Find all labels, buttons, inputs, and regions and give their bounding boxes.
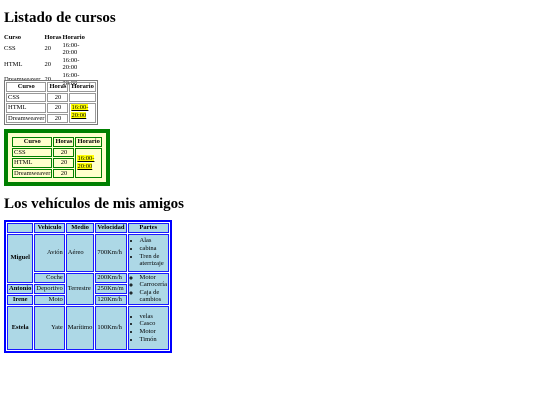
heading-vehiculos: Los vehículos de mis amigos <box>4 196 185 212</box>
cell-curso: Dreamweaver <box>14 169 51 177</box>
cell-vehiculo: Coche <box>34 273 64 283</box>
header-horario: Horario <box>77 138 100 145</box>
table-header-row <box>12 137 102 147</box>
owner-estela: Estela <box>7 306 33 350</box>
vehicles-table <box>4 220 172 353</box>
list-item: • Timón <box>140 336 167 344</box>
cell-horas: 20 <box>44 75 51 83</box>
cell-horas: 20 <box>53 148 74 158</box>
header-empty <box>7 223 33 233</box>
header-medio: Medio <box>66 223 95 233</box>
cell-curso: CSS <box>12 148 52 158</box>
cell-horario: 16:00-20:00 <box>62 41 80 57</box>
parts-list <box>130 274 167 304</box>
parts-list <box>130 237 167 267</box>
cell-velocidad: 100Km/h <box>95 306 126 350</box>
table-row <box>12 148 102 158</box>
list-item: • Alas <box>140 237 167 245</box>
table-row <box>6 103 96 113</box>
cell-curso: Dreamweaver <box>8 114 45 122</box>
courses-table-framed <box>11 136 103 179</box>
table-header-row <box>4 34 86 42</box>
list-item: • velas <box>140 313 167 321</box>
list-item: • cabina <box>140 245 167 253</box>
header-velocidad: Velocidad <box>97 224 125 231</box>
list-item: ◦ Carrocería <box>140 281 167 289</box>
cell-horas: 20 <box>44 60 51 68</box>
cell-horario: 16:00-20:00 <box>62 71 80 87</box>
table-row <box>7 234 169 272</box>
header-horas: Horas <box>49 83 67 90</box>
courses-table-bordered <box>4 80 98 125</box>
owner-miguel: Miguel <box>7 234 33 283</box>
cell-horas: 20 <box>47 93 68 103</box>
table-row <box>4 42 86 57</box>
cell-horas: 20 <box>53 169 74 179</box>
owner-antonio: Antonio <box>9 284 32 292</box>
horario-highlight: 16:00-20:00 <box>71 104 89 119</box>
cell-partes <box>128 234 169 272</box>
header-horario: Horario <box>71 83 94 90</box>
cell-curso: HTML <box>6 103 46 113</box>
list-item: • Tren de aterrizaje <box>140 253 167 268</box>
cell-velocidad: 120Km/h <box>95 295 126 305</box>
parts-list <box>130 313 167 343</box>
table-header-row <box>6 82 96 92</box>
list-item: • Casco <box>140 320 167 328</box>
list-item: • Motor <box>140 328 167 336</box>
cell-partes <box>128 273 169 305</box>
table-row <box>4 57 86 72</box>
list-item: ◦ Motor <box>140 274 167 282</box>
header-curso: Curso <box>12 137 52 147</box>
cell-horario-empty <box>69 93 95 103</box>
header-curso: Curso <box>4 34 21 41</box>
header-vehiculo: Vehiculo <box>34 223 64 233</box>
cell-velocidad: 700Km/h <box>95 234 126 272</box>
cell-velocidad: 250Km/m <box>95 284 126 294</box>
header-horas: Horas <box>44 34 62 41</box>
cell-horas: 20 <box>53 158 74 168</box>
table-row <box>6 93 96 103</box>
cell-curso: HTML <box>4 60 23 68</box>
cell-horas: 20 <box>47 114 68 124</box>
cell-medio: Aéreo <box>66 234 95 272</box>
cell-horas: 20 <box>47 103 68 113</box>
header-horario: Horario <box>62 34 85 41</box>
cell-vehiculo: Deportivo <box>36 284 63 292</box>
cell-curso: CSS <box>6 93 46 103</box>
cell-horario: 16:00-20:00 <box>62 56 80 72</box>
cell-curso: CSS <box>4 45 16 53</box>
list-item: ◦ Caja de cambios <box>140 289 167 304</box>
header-partes: Partes <box>128 223 169 233</box>
cell-curso: HTML <box>12 158 52 168</box>
owner-irene: Irene <box>7 295 33 305</box>
cell-horario <box>69 103 95 123</box>
cell-horas: 20 <box>44 45 51 53</box>
cell-curso: Dreamweaver <box>4 75 41 83</box>
cell-vehiculo: Moto <box>34 295 64 305</box>
cell-velocidad: 200Km/h <box>95 273 126 283</box>
heading-cursos: Listado de cursos <box>4 10 116 26</box>
cell-vehiculo: Avión <box>34 234 64 272</box>
horario-highlight: 16:00-20:00 <box>77 155 95 170</box>
header-horas: Horas <box>55 138 73 145</box>
cell-partes <box>128 306 169 350</box>
header-curso: Curso <box>6 82 46 92</box>
table-row <box>7 306 169 350</box>
cell-vehiculo: Yate <box>34 306 64 350</box>
cell-horario <box>75 148 101 179</box>
cell-medio: Terrestre <box>66 273 95 305</box>
courses-table-green-frame <box>4 129 110 186</box>
cell-medio: Marítimo <box>66 306 95 350</box>
table-header-row <box>7 223 169 233</box>
